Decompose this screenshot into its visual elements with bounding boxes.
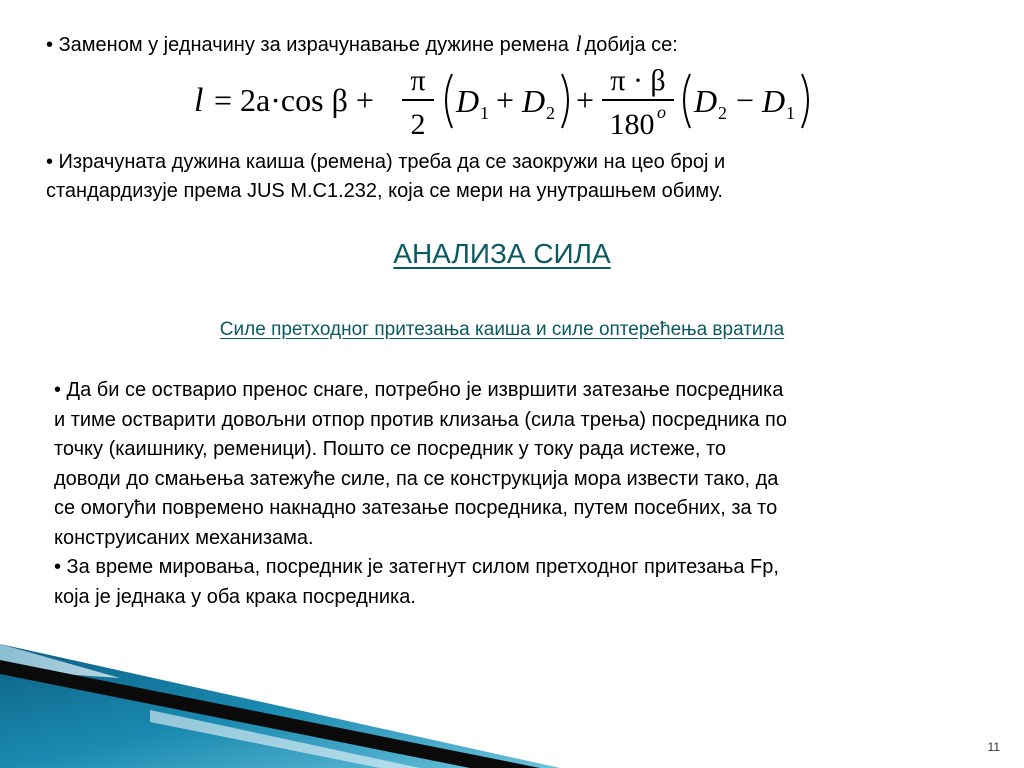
bullet-rounding-line1: • Израчуната дужина каиша (ремена) треба да се заокружи на цео број и xyxy=(46,151,726,173)
paren-close-2 xyxy=(802,74,808,128)
paren-open-1 xyxy=(446,74,452,128)
p1-d-sub: 1 xyxy=(480,103,489,123)
paragraph-line: доводи до смањења затежуће силе, па се конструкција мора извести тако, да xyxy=(54,467,779,490)
bullet-rounding-note xyxy=(46,148,725,206)
bullet-formula-intro xyxy=(46,30,678,59)
formula-lhs: l xyxy=(194,82,204,119)
p2-d: D xyxy=(694,83,718,119)
p1-d2-sub: 2 xyxy=(546,103,555,123)
p1-plus: + xyxy=(496,82,515,118)
p2-d1-sub: 1 xyxy=(786,103,795,123)
fraction2-numerator: π · β xyxy=(610,64,666,97)
section-subheading: Силе претходног притезања каиша и силе оптерећења вратила xyxy=(219,319,785,340)
fraction2-denominator: 180 xyxy=(609,108,655,141)
bullet-text-after: добија се: xyxy=(584,34,678,56)
paragraph-line: се омогући повремено накнадно затезање посредника, путем посебних, за то xyxy=(54,497,778,519)
fraction1-denominator: 2 xyxy=(410,108,426,141)
formula-plus-between: + xyxy=(576,82,595,118)
fraction2-degree: o xyxy=(657,102,666,122)
swoosh-blue-band xyxy=(0,644,560,768)
paragraph-line: конструисаних механизама. xyxy=(54,526,314,549)
p1-d2: D xyxy=(522,83,546,119)
paragraph-line: • Да би се остварио пренос снаге, потребно је извршити затезање посредника xyxy=(54,379,784,401)
paragraph-line: • За време мировања, посредник је затегнут силом претходног притезања Fp, xyxy=(54,556,779,578)
paren-close-1 xyxy=(562,74,568,128)
fraction1-numerator: π xyxy=(410,64,426,97)
bullet-rounding-line2: стандардизује према JUS M.C1.232, која се мери на унутрашњем обиму. xyxy=(46,180,723,202)
paragraph-line: која је једнака у оба крака посредника. xyxy=(54,585,416,608)
formula-eq: = 2a·cos β + xyxy=(214,82,374,118)
paragraph-line: точку (каишнику, ременици). Пошто се посредник у току рада истеже, то xyxy=(54,438,727,460)
bullet-text-before: Заменом у једначину за израчунавање дужине ремена xyxy=(58,34,569,56)
page-number: 11 xyxy=(987,740,1000,754)
paragraph-line: и тиме остварити довољни отпор против клизања (сила трења) посредника по xyxy=(54,408,788,431)
p2-d-sub: 2 xyxy=(718,103,727,123)
decorative-swoosh xyxy=(0,630,560,768)
p2-d1: D xyxy=(762,83,786,119)
p2-minus: − xyxy=(736,82,755,118)
paren-open-2 xyxy=(684,74,690,128)
body-paragraph xyxy=(54,376,787,612)
p1-d: D xyxy=(456,83,480,119)
length-variable: l xyxy=(575,31,582,56)
section-heading: АНАЛИЗА СИЛА xyxy=(393,238,611,269)
belt-length-formula xyxy=(190,58,830,142)
bullet-marker: • xyxy=(46,34,54,56)
